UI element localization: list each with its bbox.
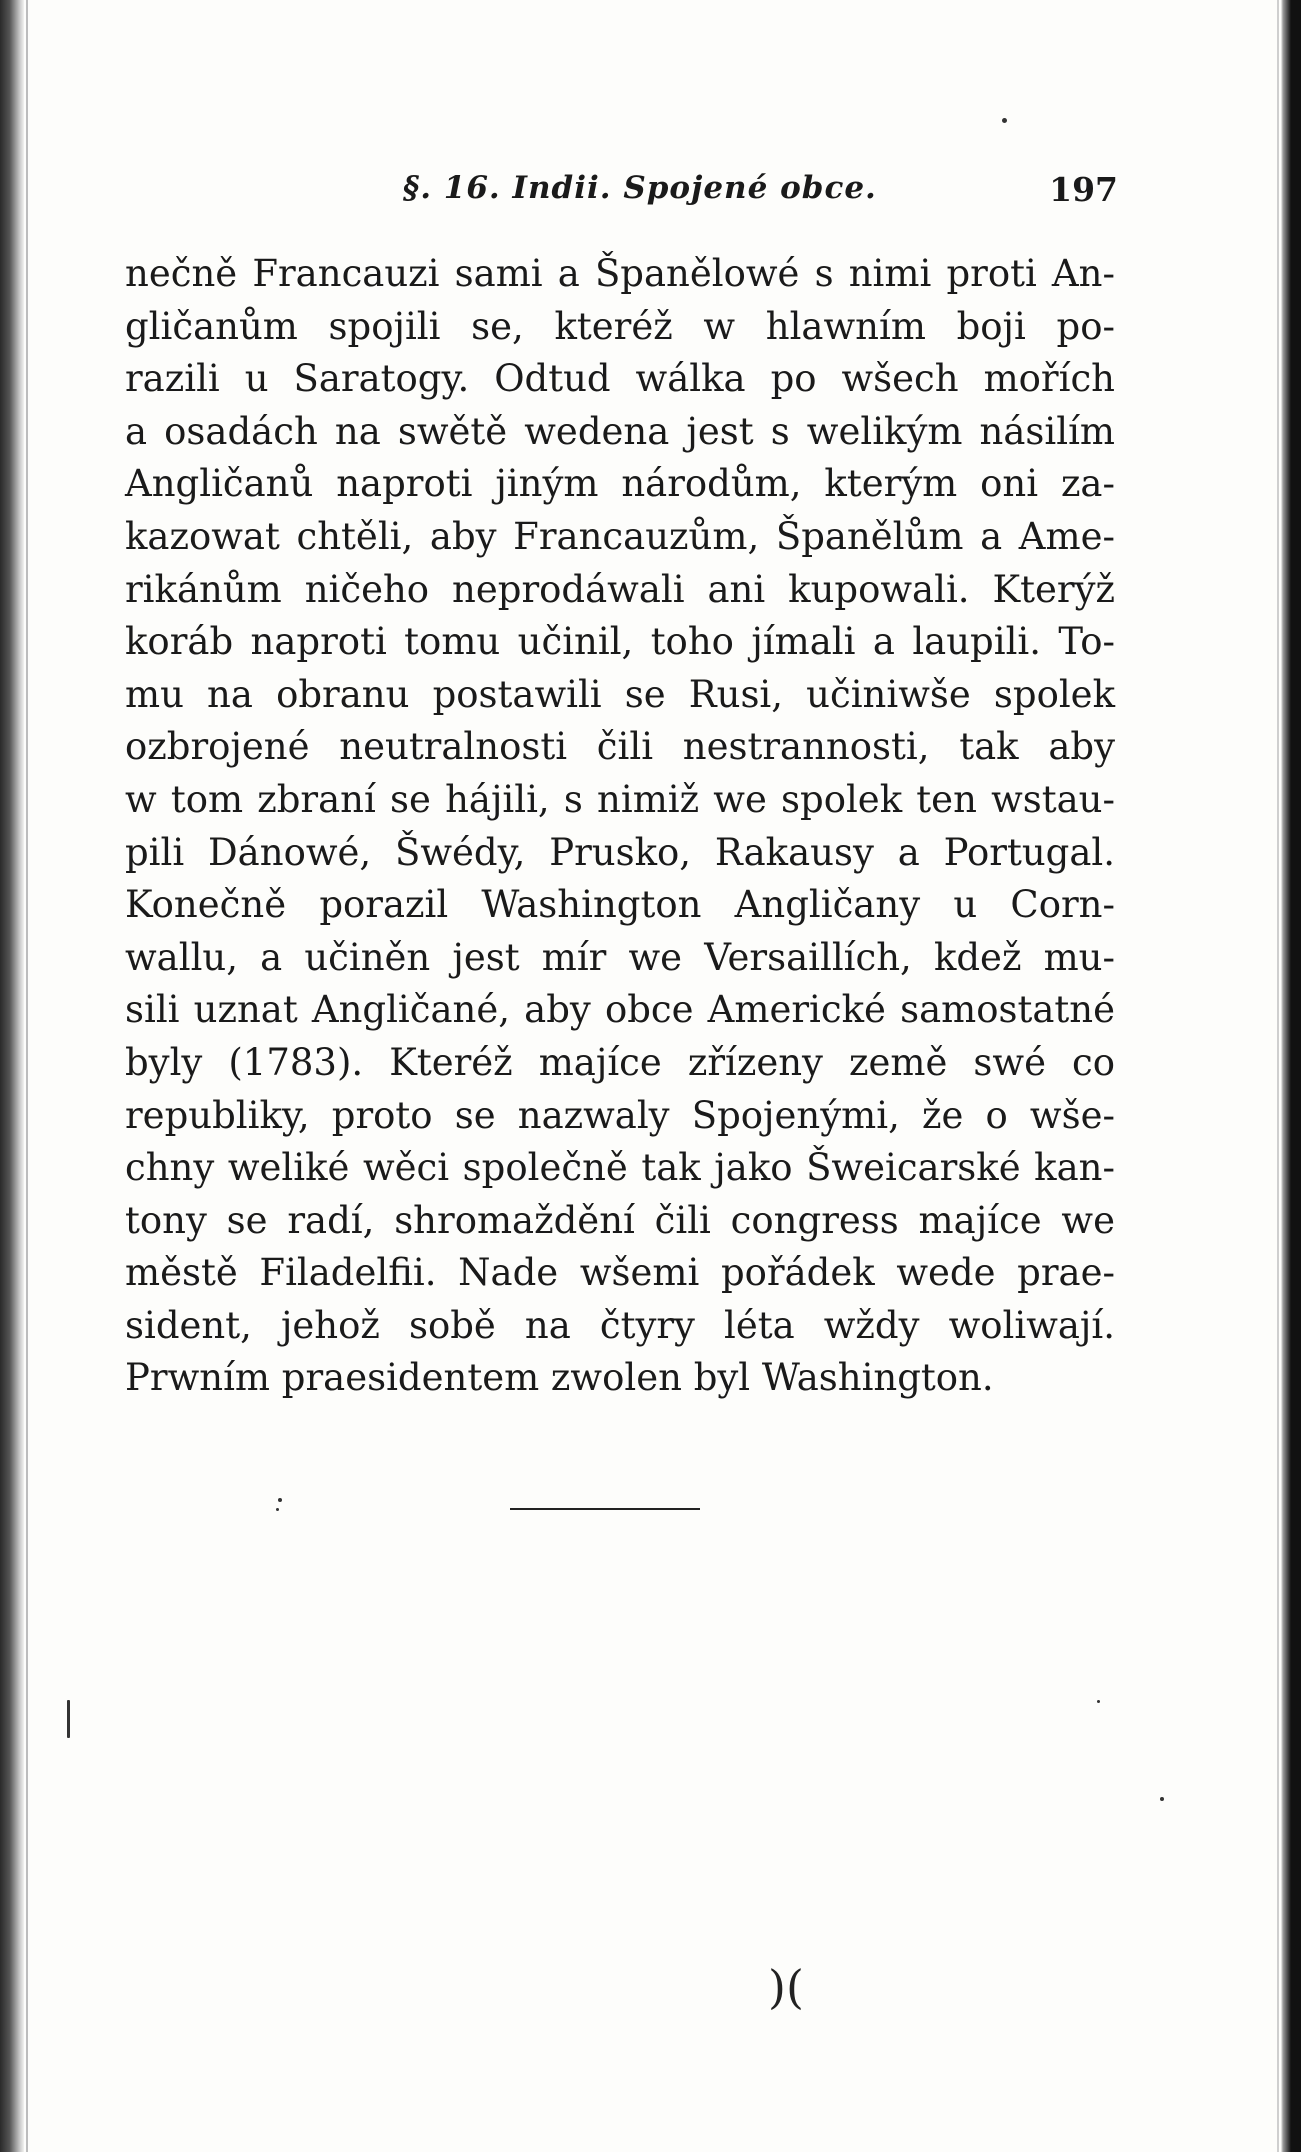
signature-mark: )( (768, 1960, 804, 2014)
text-line: republiky, proto se nazwaly Spojenými, že o wše- (125, 1093, 1115, 1137)
binding-edge (0, 0, 24, 2152)
text-line: koráb naproti tomu učinil, toho jímali a laupili. To- (125, 620, 1115, 664)
text-line: ozbrojené neutralnosti čili nestrannosti, tak aby (125, 725, 1115, 769)
ink-speck (1160, 1797, 1164, 1801)
text-line: sili uznat Angličané, aby obce Americké samostatné (125, 988, 1115, 1032)
text-line: Konečně porazil Washington Angličany u Corn- (125, 883, 1115, 927)
ink-speck (1002, 118, 1007, 123)
ink-speck (278, 1498, 282, 1502)
running-title: §. 16. Indii. Spojené obce. (403, 170, 877, 206)
page-right-edge (1281, 0, 1301, 2152)
page-header (128, 170, 1118, 230)
page-number: 197 (1049, 170, 1118, 209)
text-line: Angličanů naproti jiným národům, kterým oni za- (125, 462, 1115, 506)
text-line: nečně Francauzi sami a Španělowé s nimi proti An- (125, 252, 1115, 295)
text-line: chny weliké wěci společně tak jako Šweicarské kan- (125, 1146, 1115, 1190)
text-line: razili u Saratogy. Odtud wálka po wšech mořích (125, 357, 1115, 401)
text-line: kazowat chtěli, aby Francauzům, Španělům a Ame- (125, 514, 1115, 558)
ink-speck (276, 1508, 279, 1511)
text-line: sident, jehož sobě na čtyry léta wždy woliwají. (125, 1303, 1115, 1347)
text-line: tony se radí, shromaždění čili congress majíce we (125, 1198, 1115, 1242)
text-line: gličanům spojili se, kteréž w hlawním boji po- (125, 304, 1115, 348)
page-right-edge-line (1277, 0, 1279, 2152)
ink-mark (67, 1700, 70, 1738)
end-rule (510, 1508, 700, 1510)
text-line: mu na obranu postawili se Rusi, učiniwše spolek (125, 672, 1115, 716)
text-line: wallu, a učiněn jest mír we Versaillích, kdež mu- (125, 935, 1115, 979)
ink-speck (1097, 1700, 1100, 1703)
body-text (125, 248, 1115, 1405)
text-line: městě Filadelfii. Nade wšemi pořádek wede prae- (125, 1251, 1115, 1295)
binding-line (26, 0, 28, 2152)
text-line: byly (1783). Kteréž majíce zřízeny země swé co (125, 1040, 1115, 1084)
text-line: rikánům ničeho neprodáwali ani kupowali. Kterýž (125, 567, 1115, 611)
text-line: pili Dánowé, Šwédy, Prusko, Rakausy a Portugal. (125, 830, 1115, 874)
text-line: a osadách na swětě wedena jest s welikým násilím (125, 409, 1115, 453)
text-line-last: Prwním praesidentem zwolen byl Washington. (125, 1356, 994, 1400)
text-line: w tom zbraní se hájili, s nimiž we spolek ten wstau- (125, 777, 1115, 821)
